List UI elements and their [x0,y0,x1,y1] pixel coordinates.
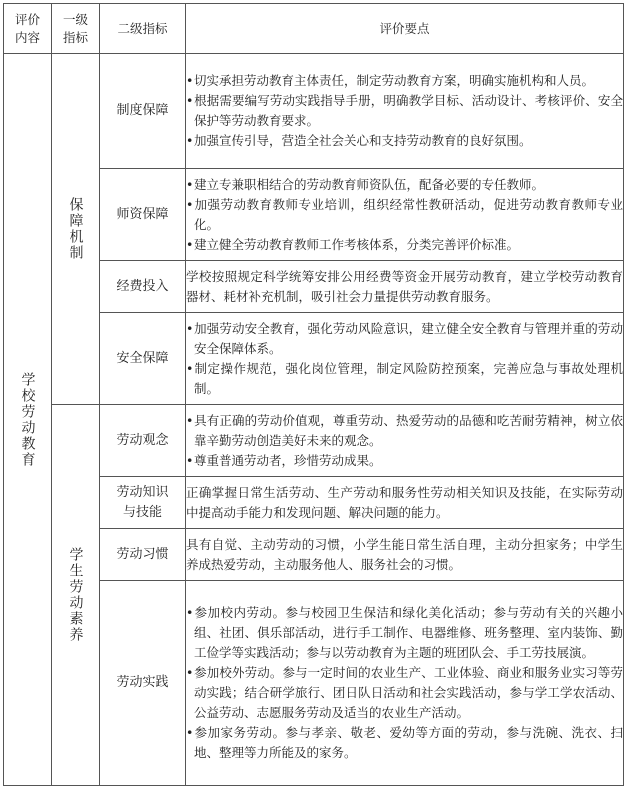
level2-cell [100,313,186,405]
level2-label: 师资保障 [116,206,169,222]
key-points-cell [186,313,624,405]
header-key-points [186,4,624,54]
bullet-text: 建立健全劳动教育教师工作考核体系，分类完善评价标准。 [194,236,520,252]
key-points-cell [186,529,624,581]
bullet-point [186,663,623,723]
bullet-point [186,91,623,131]
header-eval-content-label: 评价 内容 [14,11,40,45]
bullet-text: 尊重普通劳动者，珍惜劳动成果。 [194,452,382,468]
level1-label-literacy: 学生劳动素养 [67,547,84,643]
table-row [4,405,624,477]
level2-label: 劳动习惯 [116,546,169,562]
level2-cell [100,54,186,169]
level1-cell-literacy [52,405,100,786]
level2-cell [100,529,186,581]
bullet-icon: • [186,665,194,680]
bullet-text: 加强劳动安全教育，强化劳动风险意识，建立健全安全教育与管理并重的劳动安全保障体系。 [194,320,623,356]
header-key-points-label: 评价要点 [379,20,430,36]
header-level2 [100,4,186,54]
bullet-icon: • [186,93,194,108]
bullet-point [186,175,623,195]
bullet-icon: • [186,73,194,88]
table-row [4,54,624,169]
header-level1-label: 一级 指标 [62,11,88,45]
bullet-text: 参加校内劳动。参与校园卫生保洁和绿化美化活动；参与劳动有关的兴趣小组、社团、俱乐部活动，进行手工制作、电器维修、班务整理、室内装饰、勤工俭学等实践活动；参与以劳动教育为主题的班团队会、手工劳技展演。 [194,605,623,660]
level2-cell [100,477,186,529]
key-points-cell [186,405,624,477]
bullet-text: 切实承担劳动教育主体责任，制定劳动教育方案，明确实施机构和人员。 [194,73,595,88]
bullet-icon: • [186,412,194,428]
level2-label: 劳动观念 [116,432,169,448]
level2-label: 安全保障 [116,350,169,366]
level1-cell-guarantee [52,54,100,405]
level2-cell [100,169,186,261]
bullet-text: 根据需要编写劳动实践指导手册，明确教学目标、活动设计、考核评价、安全保护等劳动教育要求。 [194,93,623,128]
bullet-point [186,723,623,763]
key-points-cell [186,261,624,313]
header-level2-label: 二级指标 [117,20,168,36]
bullet-point [186,235,623,255]
bullet-point [186,451,623,471]
bullet-icon: • [186,320,194,336]
level2-label: 劳动实践 [116,675,169,690]
key-points-cell [186,581,624,786]
eval-content-label: 学校劳动教育 [19,371,36,468]
bullet-point [186,319,623,359]
header-level1 [52,4,100,54]
bullet-text: 具有正确的劳动价值观，尊重劳动、热爱劳动的品德和吃苦耐劳精神，树立依靠辛勤劳动创造美好未来的观念。 [194,412,623,448]
bullet-icon: • [186,605,194,620]
key-points-cell [186,477,624,529]
bullet-text: 加强宣传引导，营造全社会关心和支持劳动教育的良好氛围。 [194,133,532,148]
bullet-text: 建立专兼职相结合的劳动教育师资队伍，配备必要的专任教师。 [194,176,545,192]
level2-label: 劳动知识 与技能 [116,484,169,520]
bullet-point [186,71,623,91]
bullet-text: 加强劳动教育教师专业培训，组织经常性教研活动，促进劳动教育教师专业化。 [194,196,623,232]
header-row [4,4,624,54]
key-points-cell [186,54,624,169]
bullet-icon: • [186,236,194,252]
level2-label: 经费投入 [116,278,169,294]
level2-label: 制度保障 [116,103,169,118]
bullet-point [186,603,623,663]
key-points-text: 具有自觉、主动劳动的习惯，小学生能日常生活自理，主动分担家务；中学生养成热爱劳动，主动服务他人、服务社会的习惯。 [186,536,623,572]
bullet-point [186,131,623,151]
level1-label-guarantee: 保障机制 [67,197,84,261]
bullet-icon: • [186,360,194,376]
bullet-text: 制定操作规范，强化岗位管理，制定风险防控预案，完善应急与事故处理机制。 [194,360,623,396]
bullet-point [186,195,623,235]
bullet-icon: • [186,176,194,192]
bullet-icon: • [186,725,194,740]
bullet-icon: • [186,452,194,468]
eval-content-cell [4,54,52,786]
evaluation-table [3,3,624,786]
bullet-icon: • [186,196,194,212]
level2-cell [100,261,186,313]
bullet-icon: • [186,133,194,148]
level2-cell [100,581,186,786]
header-eval-content [4,4,52,54]
key-points-text: 学校按照规定科学统筹安排公用经费等资金开展劳动教育，建立学校劳动教育器材、耗材补充机制，吸引社会力量提供劳动教育服务。 [186,268,623,304]
bullet-point [186,411,623,451]
bullet-text: 参加校外劳动。参与一定时间的农业生产、工业体验、商业和服务业实习等劳动实践；结合研学旅行、团日队日活动和社会实践活动，参与学工学农活动、公益劳动、志愿服务劳动及适当的农业生产活动。 [194,665,623,720]
level2-cell [100,405,186,477]
bullet-point [186,359,623,399]
key-points-cell [186,169,624,261]
bullet-text: 参加家务劳动。参与孝亲、敬老、爱幼等方面的劳动，参与洗碗、洗衣、扫地、整理等力所能及的家务。 [194,725,623,760]
key-points-text: 正确掌握日常生活劳动、生产劳动和服务性劳动相关知识及技能，在实际劳动中提高动手能力和发现问题、解决问题的能力。 [186,484,623,520]
